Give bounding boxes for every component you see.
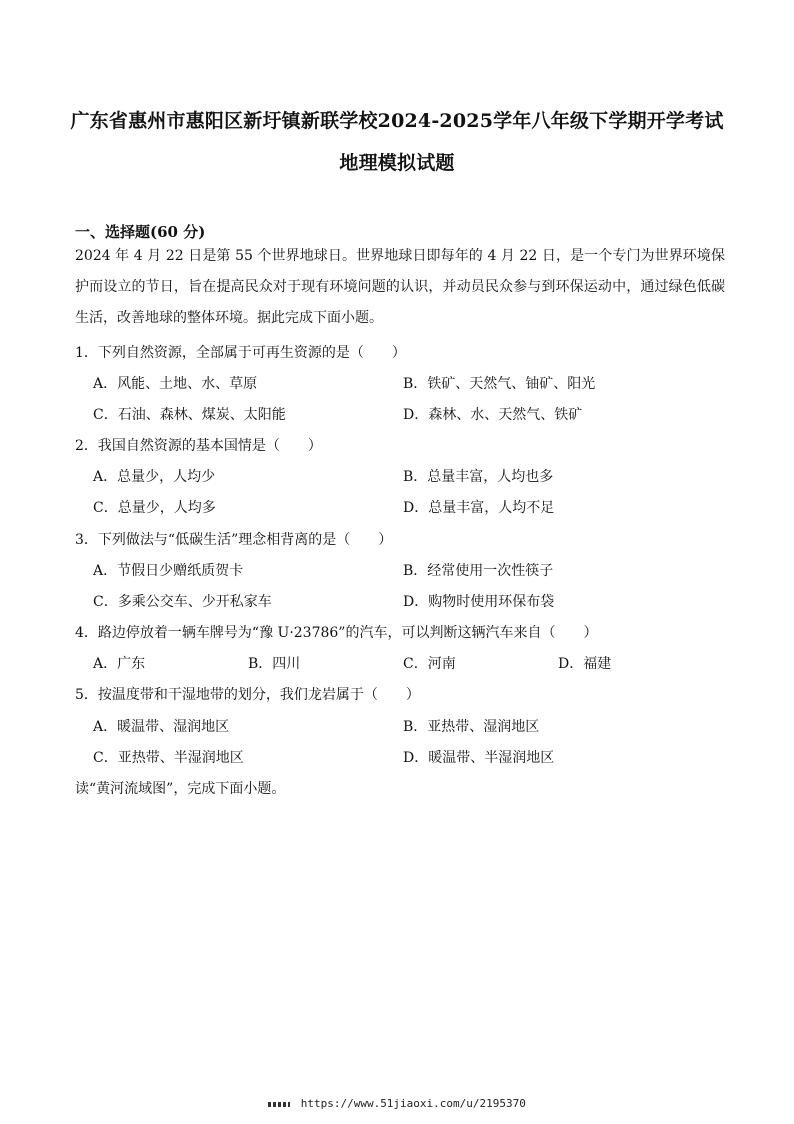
footer-url[interactable]: https://www.51jiaoxi.com/u/2195370: [300, 1097, 526, 1110]
question-stem: 1．下列自然资源，全部属于可再生资源的是（ ）: [75, 345, 406, 361]
page-footer: [0, 1097, 794, 1110]
document-subtitle: 地理模拟试题: [339, 152, 455, 174]
option-b: B．总量丰富，人均也多: [403, 469, 554, 485]
option-c: C．石油、森林、煤炭、太阳能: [93, 407, 286, 423]
option-a: A．暖温带、湿润地区: [93, 719, 230, 735]
option-b: B．四川: [248, 656, 301, 672]
option-b: B．铁矿、天然气、铀矿、阳光: [403, 376, 596, 392]
option-a: A．风能、土地、水、草原: [93, 376, 258, 392]
question-stem: 5．按温度带和干湿地带的划分，我们龙岩属于（ ）: [75, 687, 420, 703]
option-b: B．经常使用一次性筷子: [403, 563, 554, 579]
option-a: A．节假日少赠纸质贺卡: [93, 563, 244, 579]
option-d: D．森林、水、天然气、铁矿: [403, 407, 583, 423]
option-c: C．亚热带、半湿润地区: [93, 750, 244, 766]
map-instruction: 读“黄河流域图”，完成下面小题。: [75, 781, 286, 797]
option-c: C．多乘公交车、少开私家车: [93, 594, 272, 610]
option-d: D．购物时使用环保布袋: [403, 594, 555, 610]
option-b: B．亚热带、湿润地区: [403, 719, 540, 735]
option-c: C．总量少，人均多: [93, 500, 216, 516]
option-d: D．总量丰富，人均不足: [403, 500, 555, 516]
option-c: C．河南: [403, 656, 456, 672]
option-d: D．暖温带、半湿润地区: [403, 750, 555, 766]
option-a: A．广东: [93, 656, 146, 672]
question-stem: 2．我国自然资源的基本国情是（ ）: [75, 438, 322, 454]
option-d: D．福建: [558, 656, 612, 672]
watermark-logo-icon: [268, 1102, 290, 1107]
option-a: A．总量少，人均少: [93, 469, 216, 485]
question-stem: 4．路边停放着一辆车牌号为“豫 U·23786”的汽车，可以判断这辆汽车来自（ ）: [75, 625, 598, 641]
section-heading: 一、选择题(60 分): [75, 223, 206, 241]
document-title: 广东省惠州市惠阳区新圩镇新联学校2024-2025学年八年级下学期开学考试: [70, 110, 724, 132]
intro-paragraph: 2024 年 4 月 22 日是第 55 个世界地球日。世界地球日即每年的 4 月 22 日，是一个专门为世界环境保护而设立的节日，旨在提高民众对于现有环境问题的认识，并动员民众参与到环保运动中，通过绿色低碳生活，改善地球的整体环境。据此完成下面小题。: [75, 248, 725, 326]
question-stem: 3．下列做法与“低碳生活”理念相背离的是（ ）: [75, 532, 393, 548]
